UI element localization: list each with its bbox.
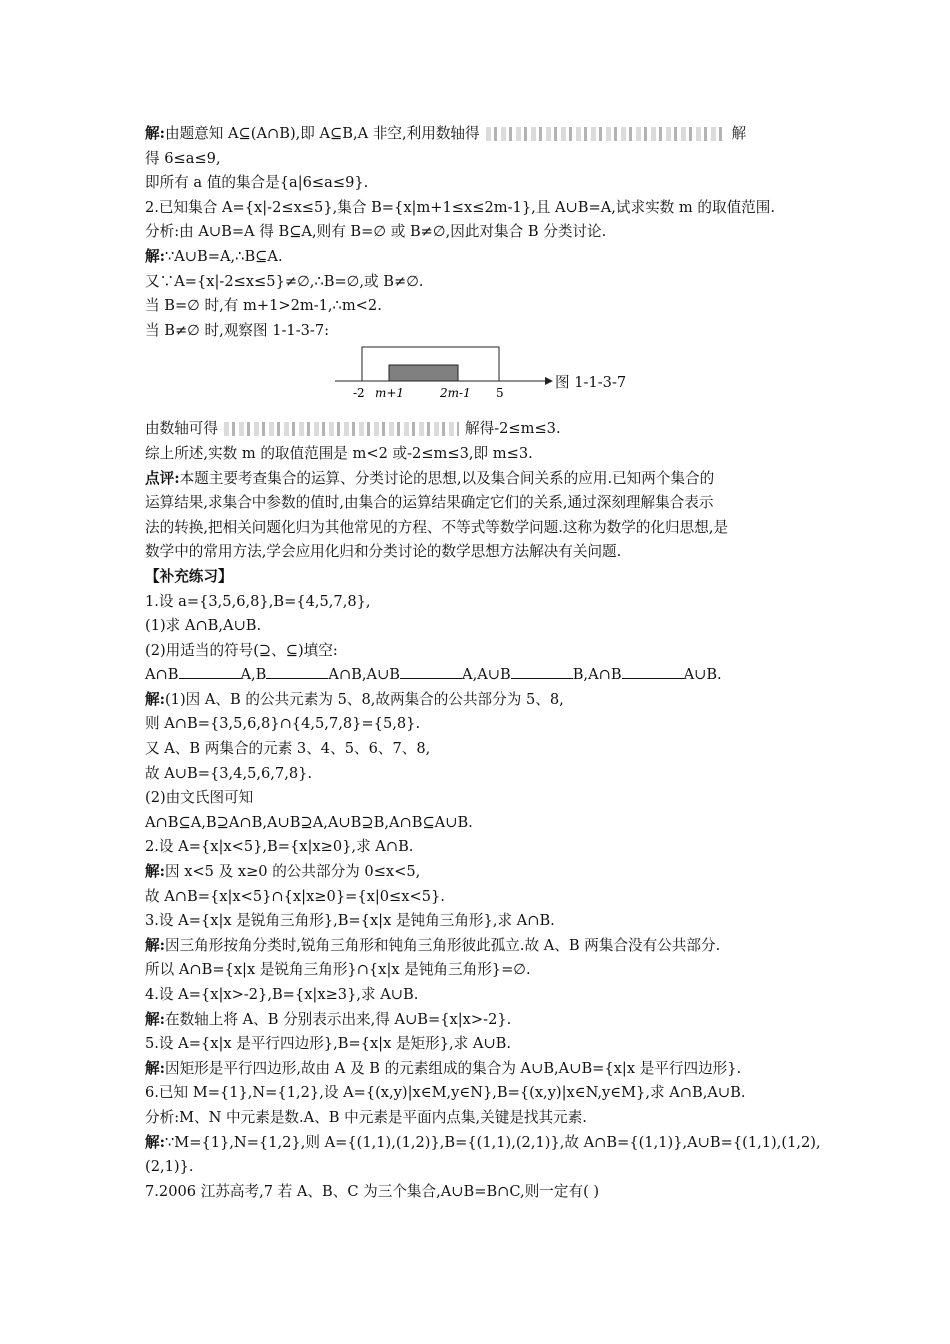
text-line: 解:因三角形按角分类时,锐角三角形和钝角三角形彼此孤立.故 A、B 两集合没有公共部分. <box>145 936 721 954</box>
text-line: 得 6≤a≤9, <box>145 149 221 167</box>
text-line: 综上所述,实数 m 的取值范围是 m<2 或-2≤m≤3,即 m≤3. <box>145 444 533 462</box>
solution-label: 解: <box>145 863 165 881</box>
answer-blank[interactable] <box>266 664 328 679</box>
text-line: 当 B≠∅ 时,观察图 1-1-3-7: <box>145 321 330 339</box>
figure-caption: 图 1-1-3-7 <box>555 374 627 392</box>
text-line: 故 A∩B={x|x<5}∩{x|x≥0}={x|0≤x<5}. <box>145 887 445 905</box>
problem-statement: 1.设 a={3,5,6,8},B={4,5,7,8}, <box>145 592 371 610</box>
text-line: 所以 A∩B={x|x 是锐角三角形}∩{x|x 是钝角三角形}=∅. <box>145 961 531 979</box>
problem-statement: 6.已知 M={1},N={1,2},设 A={(x,y)|x∈M,y∈N},B={(x,y)|x∈N,y∈M},求 A∩B,A∪B. <box>145 1084 746 1102</box>
text-line: 点评:本题主要考查集合的运算、分类讨论的思想,以及集合间关系的应用.已知两个集合的 <box>145 469 715 487</box>
number-line-diagram <box>325 343 555 403</box>
comment-label: 点评: <box>145 469 180 487</box>
tick-label: -2 <box>353 386 365 401</box>
document-body <box>145 122 821 1204</box>
problem-statement: 2.已知集合 A={x|-2≤x≤5},集合 B={x|m+1≤x≤2m-1},且 A∪B=A,试求实数 m 的取值范围. <box>145 198 775 216</box>
text-line: 由数轴可得 解得-2≤m≤3. <box>145 420 561 438</box>
text-line: 分析:由 A∪B=A 得 B⊆A,则有 B=∅ 或 B≠∅,因此对集合 B 分类讨论. <box>145 223 607 241</box>
problem-statement: 2.设 A={x|x<5},B={x|x≥0},求 A∩B. <box>145 838 414 856</box>
text-line: 解:在数轴上将 A、B 分别表示出来,得 A∪B={x|x>-2}. <box>145 1010 512 1028</box>
fill-in-blank-line: A∩B A,B A∩B,A∪B A,A∪B B,A∩B A∪B. <box>145 666 722 684</box>
text-line: 又 A、B 两集合的元素 3、4、5、6、7、8, <box>145 740 431 758</box>
text-line: 解:由题意知 A⊆(A∩B),即 A⊆B,A 非空,利用数轴得 解 <box>145 125 747 142</box>
answer-blank[interactable] <box>400 664 462 679</box>
set-b-range <box>389 365 458 381</box>
text-line: 解:∵A∪B=A,∴B⊆A. <box>145 247 283 265</box>
answer-blank[interactable] <box>179 664 241 679</box>
blurred-formula-image <box>224 422 459 436</box>
text-line: (2,1)}. <box>145 1158 194 1176</box>
solution-label: 解: <box>145 1133 165 1151</box>
solution-label: 解: <box>145 247 165 265</box>
solution-label: 解: <box>145 1059 165 1077</box>
problem-statement: 7.2006 江苏高考,7 若 A、B、C 为三个集合,A∪B=B∩C,则一定有( ) <box>145 1182 600 1200</box>
text-line: 分析:M、N 中元素是数.A、B 中元素是平面内点集,关键是找其元素. <box>145 1108 587 1126</box>
text-line: 运算结果,求集合中参数的值时,由集合的运算结果确定它们的关系,通过深刻理解集合表示 <box>145 494 714 512</box>
tick-label: m+1 <box>375 386 405 401</box>
solution-label: 解: <box>145 690 165 708</box>
text-line: 故 A∪B={3,4,5,6,7,8}. <box>145 764 313 782</box>
axis-arrow-icon <box>545 377 553 385</box>
tick-label: 5 <box>496 386 504 401</box>
text-line: 解:因矩形是平行四边形,故由 A 及 B 的元素组成的集合为 A∪B,A∪B={x|x 是平行四边形}. <box>145 1059 742 1077</box>
problem-statement: 3.设 A={x|x 是锐角三角形},B={x|x 是钝角三角形},求 A∩B. <box>145 912 555 930</box>
text-line: 解:∵M={1},N={1,2},则 A={(1,1),(1,2)},B={(1,1),(2,1)},故 A∩B={(1,1)},A∪B={(1,1),(1,2), <box>145 1133 821 1151</box>
number-line-figure <box>145 343 810 417</box>
text-line: (1)求 A∩B,A∪B. <box>145 617 262 635</box>
text-line: 当 B=∅ 时,有 m+1>2m-1,∴m<2. <box>145 297 382 315</box>
tick-label: 2m-1 <box>440 386 471 401</box>
solution-label: 解: <box>145 125 165 142</box>
text-line: (2)由文氏图可知 <box>145 789 254 807</box>
answer-blank[interactable] <box>511 664 573 679</box>
text-line: 数学中的常用方法,学会应用化归和分类讨论的数学思想方法解决有关问题. <box>145 543 622 561</box>
text-line: 又∵A={x|-2≤x≤5}≠∅,∴B=∅,或 B≠∅. <box>145 272 424 290</box>
problem-statement: 5.设 A={x|x 是平行四边形},B={x|x 是矩形},求 A∪B. <box>145 1035 512 1053</box>
problem-statement: 4.设 A={x|x>-2},B={x|x≥3},求 A∪B. <box>145 986 419 1003</box>
solution-label: 解: <box>145 936 165 954</box>
text-line: 解:(1)因 A、B 的公共元素为 5、8,故两集合的公共部分为 5、8, <box>145 690 564 708</box>
text-line: (2)用适当的符号(⊇、⊆)填空: <box>145 641 338 659</box>
text-line: A∩B⊆A,B⊇A∩B,A∪B⊇A,A∪B⊇B,A∩B⊆A∪B. <box>145 813 473 831</box>
text-line: 则 A∩B={3,5,6,8}∩{4,5,7,8}={5,8}. <box>145 715 421 733</box>
answer-blank[interactable] <box>622 664 684 679</box>
blurred-formula-image <box>486 127 726 141</box>
text-line: 即所有 a 值的集合是{a|6≤a≤9}. <box>145 174 369 192</box>
section-heading: 【补充练习】 <box>145 567 233 585</box>
text-line: 法的转换,把相关问题化归为其他常见的方程、不等式等数学问题.这称为数学的化归思想,是 <box>145 518 729 536</box>
text-line: 解:因 x<5 及 x≥0 的公共部分为 0≤x<5, <box>145 863 421 881</box>
solution-label: 解: <box>145 1010 165 1028</box>
